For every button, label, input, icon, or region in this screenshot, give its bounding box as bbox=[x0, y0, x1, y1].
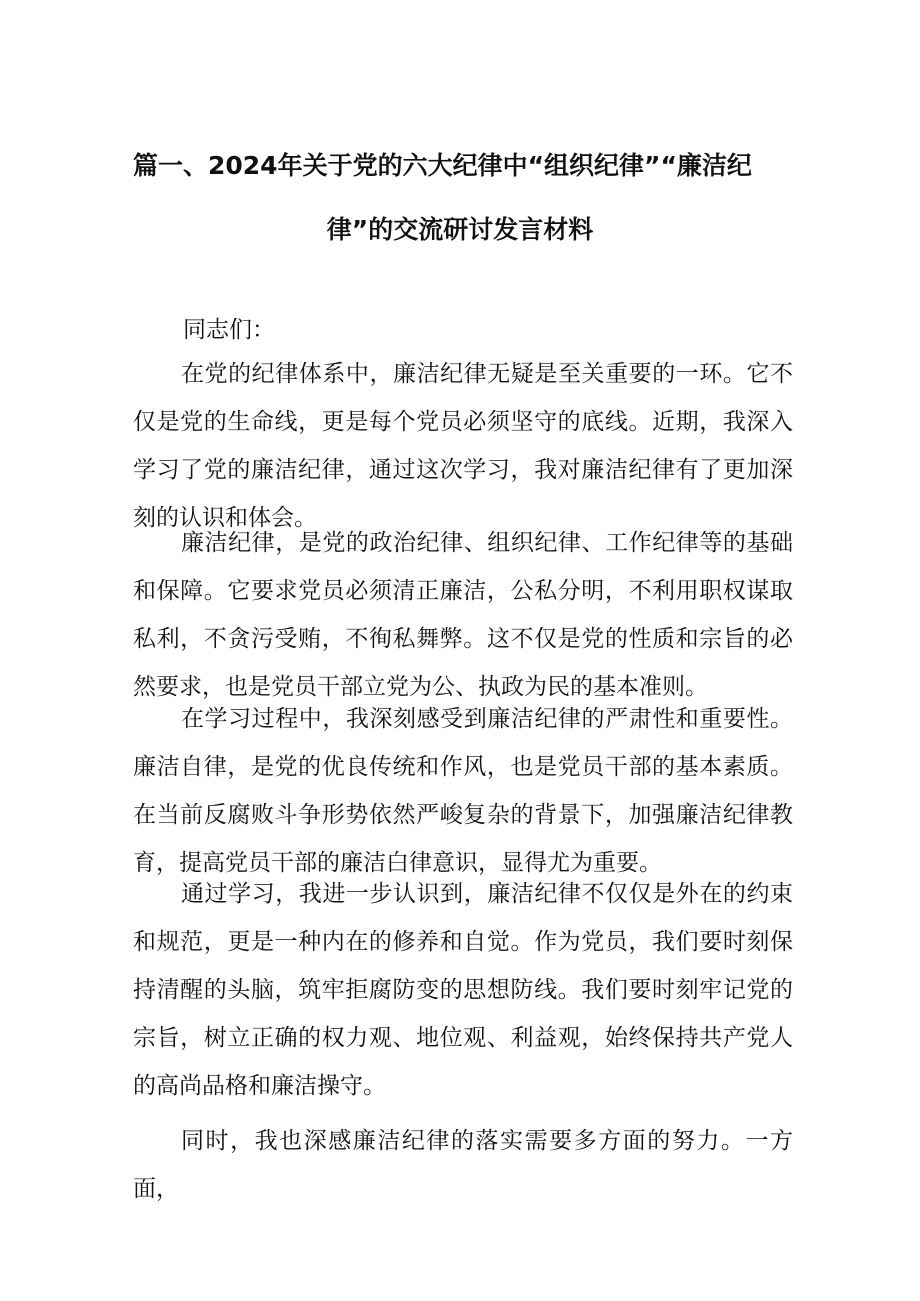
document-title-line-1: 篇一、2024年关于党的六大纪律中“组织纪律”“廉洁纪 bbox=[133, 151, 752, 180]
paragraph-1: 在党的纪律体系中，廉洁纪律无疑是至关重要的一环。它不仅是党的生命线，更是每个党员必须坚守的底线。近期，我深入学习了党的廉洁纪律，通过这次学习，我对廉洁纪律有了更加深刻的认识和体会。 bbox=[133, 361, 793, 531]
greeting: 同志们： bbox=[183, 317, 275, 343]
paragraph-5: 同时，我也深感廉洁纪律的落实需要多方面的努力。一方面， bbox=[133, 1128, 793, 1202]
document-title-line-2: 律”的交流研讨发言材料 bbox=[326, 215, 594, 244]
paragraph-2: 廉洁纪律，是党的政治纪律、组织纪律、工作纪律等的基础和保障。它要求党员必须清正廉洁，公私分明，不利用职权谋取私利，不贪污受贿，不徇私舞弊。这不仅是党的性质和宗旨的必然要求，也是党员干部立党为公、执政为民的基本准则。 bbox=[133, 530, 793, 700]
paragraph-4: 通过学习，我进一步认识到，廉洁纪律不仅仅是外在的约束和规范，更是一种内在的修养和自觉。作为党员，我们要时刻保持清醒的头脑，筑牢拒腐防变的思想防线。我们要时刻牢记党的宗旨，树立正确的权力观、地位观、利益观，始终保持共产党人的高尚品格和廉洁操守。 bbox=[133, 881, 793, 1099]
paragraph-3: 在学习过程中，我深刻感受到廉洁纪律的严肃性和重要性。廉洁自律，是党的优良传统和作风，也是党员干部的基本素质。在当前反腐败斗争形势依然严峻复杂的背景下，加强廉洁纪律教育，提高党员干部的廉洁白律意识，显得尤为重要。 bbox=[133, 706, 793, 876]
